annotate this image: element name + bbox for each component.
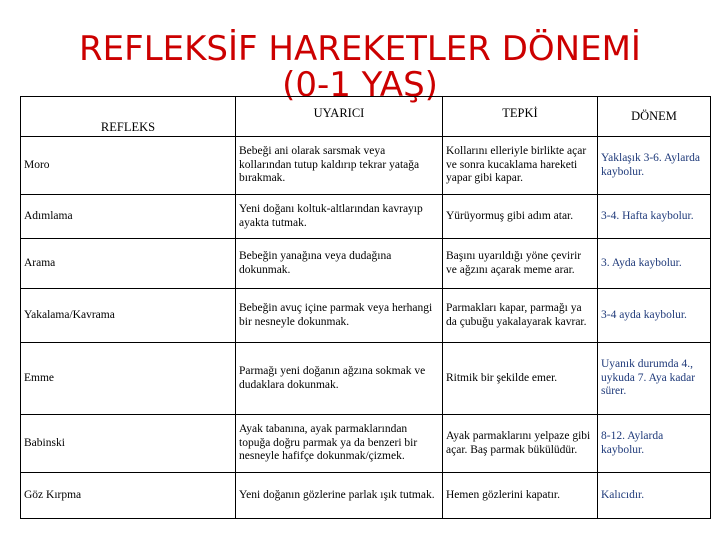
table-row <box>21 289 711 343</box>
reflex-cell: Emme <box>21 343 236 415</box>
response-cell: Yürüyormuş gibi adım atar. <box>443 195 598 239</box>
page-title: REFLEKSİF HAREKETLER DÖNEMİ <box>79 29 641 69</box>
stimulus-cell: Parmağı yeni doğanın ağzına sokmak ve dudaklara dokunmak. <box>236 343 443 415</box>
reflex-table <box>20 96 711 519</box>
period-cell: 3. Ayda kaybolur. <box>598 239 711 289</box>
period-cell: Yaklaşık 3-6. Aylarda kaybolur. <box>598 137 711 195</box>
reflex-cell: Adımlama <box>21 195 236 239</box>
period-cell: 3-4. Hafta kaybolur. <box>598 195 711 239</box>
header-period: DÖNEM <box>598 97 711 137</box>
table-row <box>21 343 711 415</box>
reflex-cell: Yakalama/Kavrama <box>21 289 236 343</box>
reflex-cell: Arama <box>21 239 236 289</box>
response-cell: Ritmik bir şekilde emer. <box>443 343 598 415</box>
table-row <box>21 195 711 239</box>
stimulus-cell: Yeni doğanın gözlerine parlak ışık tutmak. <box>236 473 443 519</box>
period-cell: 8-12. Aylarda kaybolur. <box>598 415 711 473</box>
reflex-cell: Babinski <box>21 415 236 473</box>
table-row <box>21 137 711 195</box>
stimulus-cell: Bebeğin yanağına veya dudağına dokunmak. <box>236 239 443 289</box>
stimulus-cell: Ayak tabanına, ayak parmaklarından topuğa doğru parmak ya da benzeri bir nesneyle hafifçe dokunmak/çizmek. <box>236 415 443 473</box>
stimulus-cell: Bebeği ani olarak sarsmak veya kollarından tutup kaldırıp tekrar yatağa bırakmak. <box>236 137 443 195</box>
response-cell: Başını uyarıldığı yöne çevirir ve ağzını açarak meme arar. <box>443 239 598 289</box>
table-row <box>21 473 711 519</box>
table-row <box>21 415 711 473</box>
response-cell: Kollarını elleriyle birlikte açar ve sonra kucaklama hareketi yapar gibi kapar. <box>443 137 598 195</box>
stimulus-cell: Yeni doğanı koltuk-altlarından kavrayıp ayakta tutmak. <box>236 195 443 239</box>
response-cell: Ayak parmaklarını yelpaze gibi açar. Baş parmak bükülüdür. <box>443 415 598 473</box>
table-row <box>21 239 711 289</box>
stimulus-cell: Bebeğin avuç içine parmak veya herhangi bir nesneyle dokunmak. <box>236 289 443 343</box>
period-cell: 3-4 ayda kaybolur. <box>598 289 711 343</box>
response-cell: Hemen gözlerini kapatır. <box>443 473 598 519</box>
header-stimulus: UYARICI <box>236 97 443 137</box>
header-response: TEPKİ <box>443 97 598 137</box>
reflex-cell: Moro <box>21 137 236 195</box>
page-subtitle: (0-1 YAŞ) <box>282 65 438 105</box>
header-row <box>21 97 711 137</box>
header-reflex: REFLEKS <box>21 97 236 137</box>
period-cell: Uyanık durumda 4., uykuda 7. Aya kadar sürer. <box>598 343 711 415</box>
period-cell: Kalıcıdır. <box>598 473 711 519</box>
response-cell: Parmakları kapar, parmağı ya da çubuğu yakalayarak kavrar. <box>443 289 598 343</box>
reflex-cell: Göz Kırpma <box>21 473 236 519</box>
